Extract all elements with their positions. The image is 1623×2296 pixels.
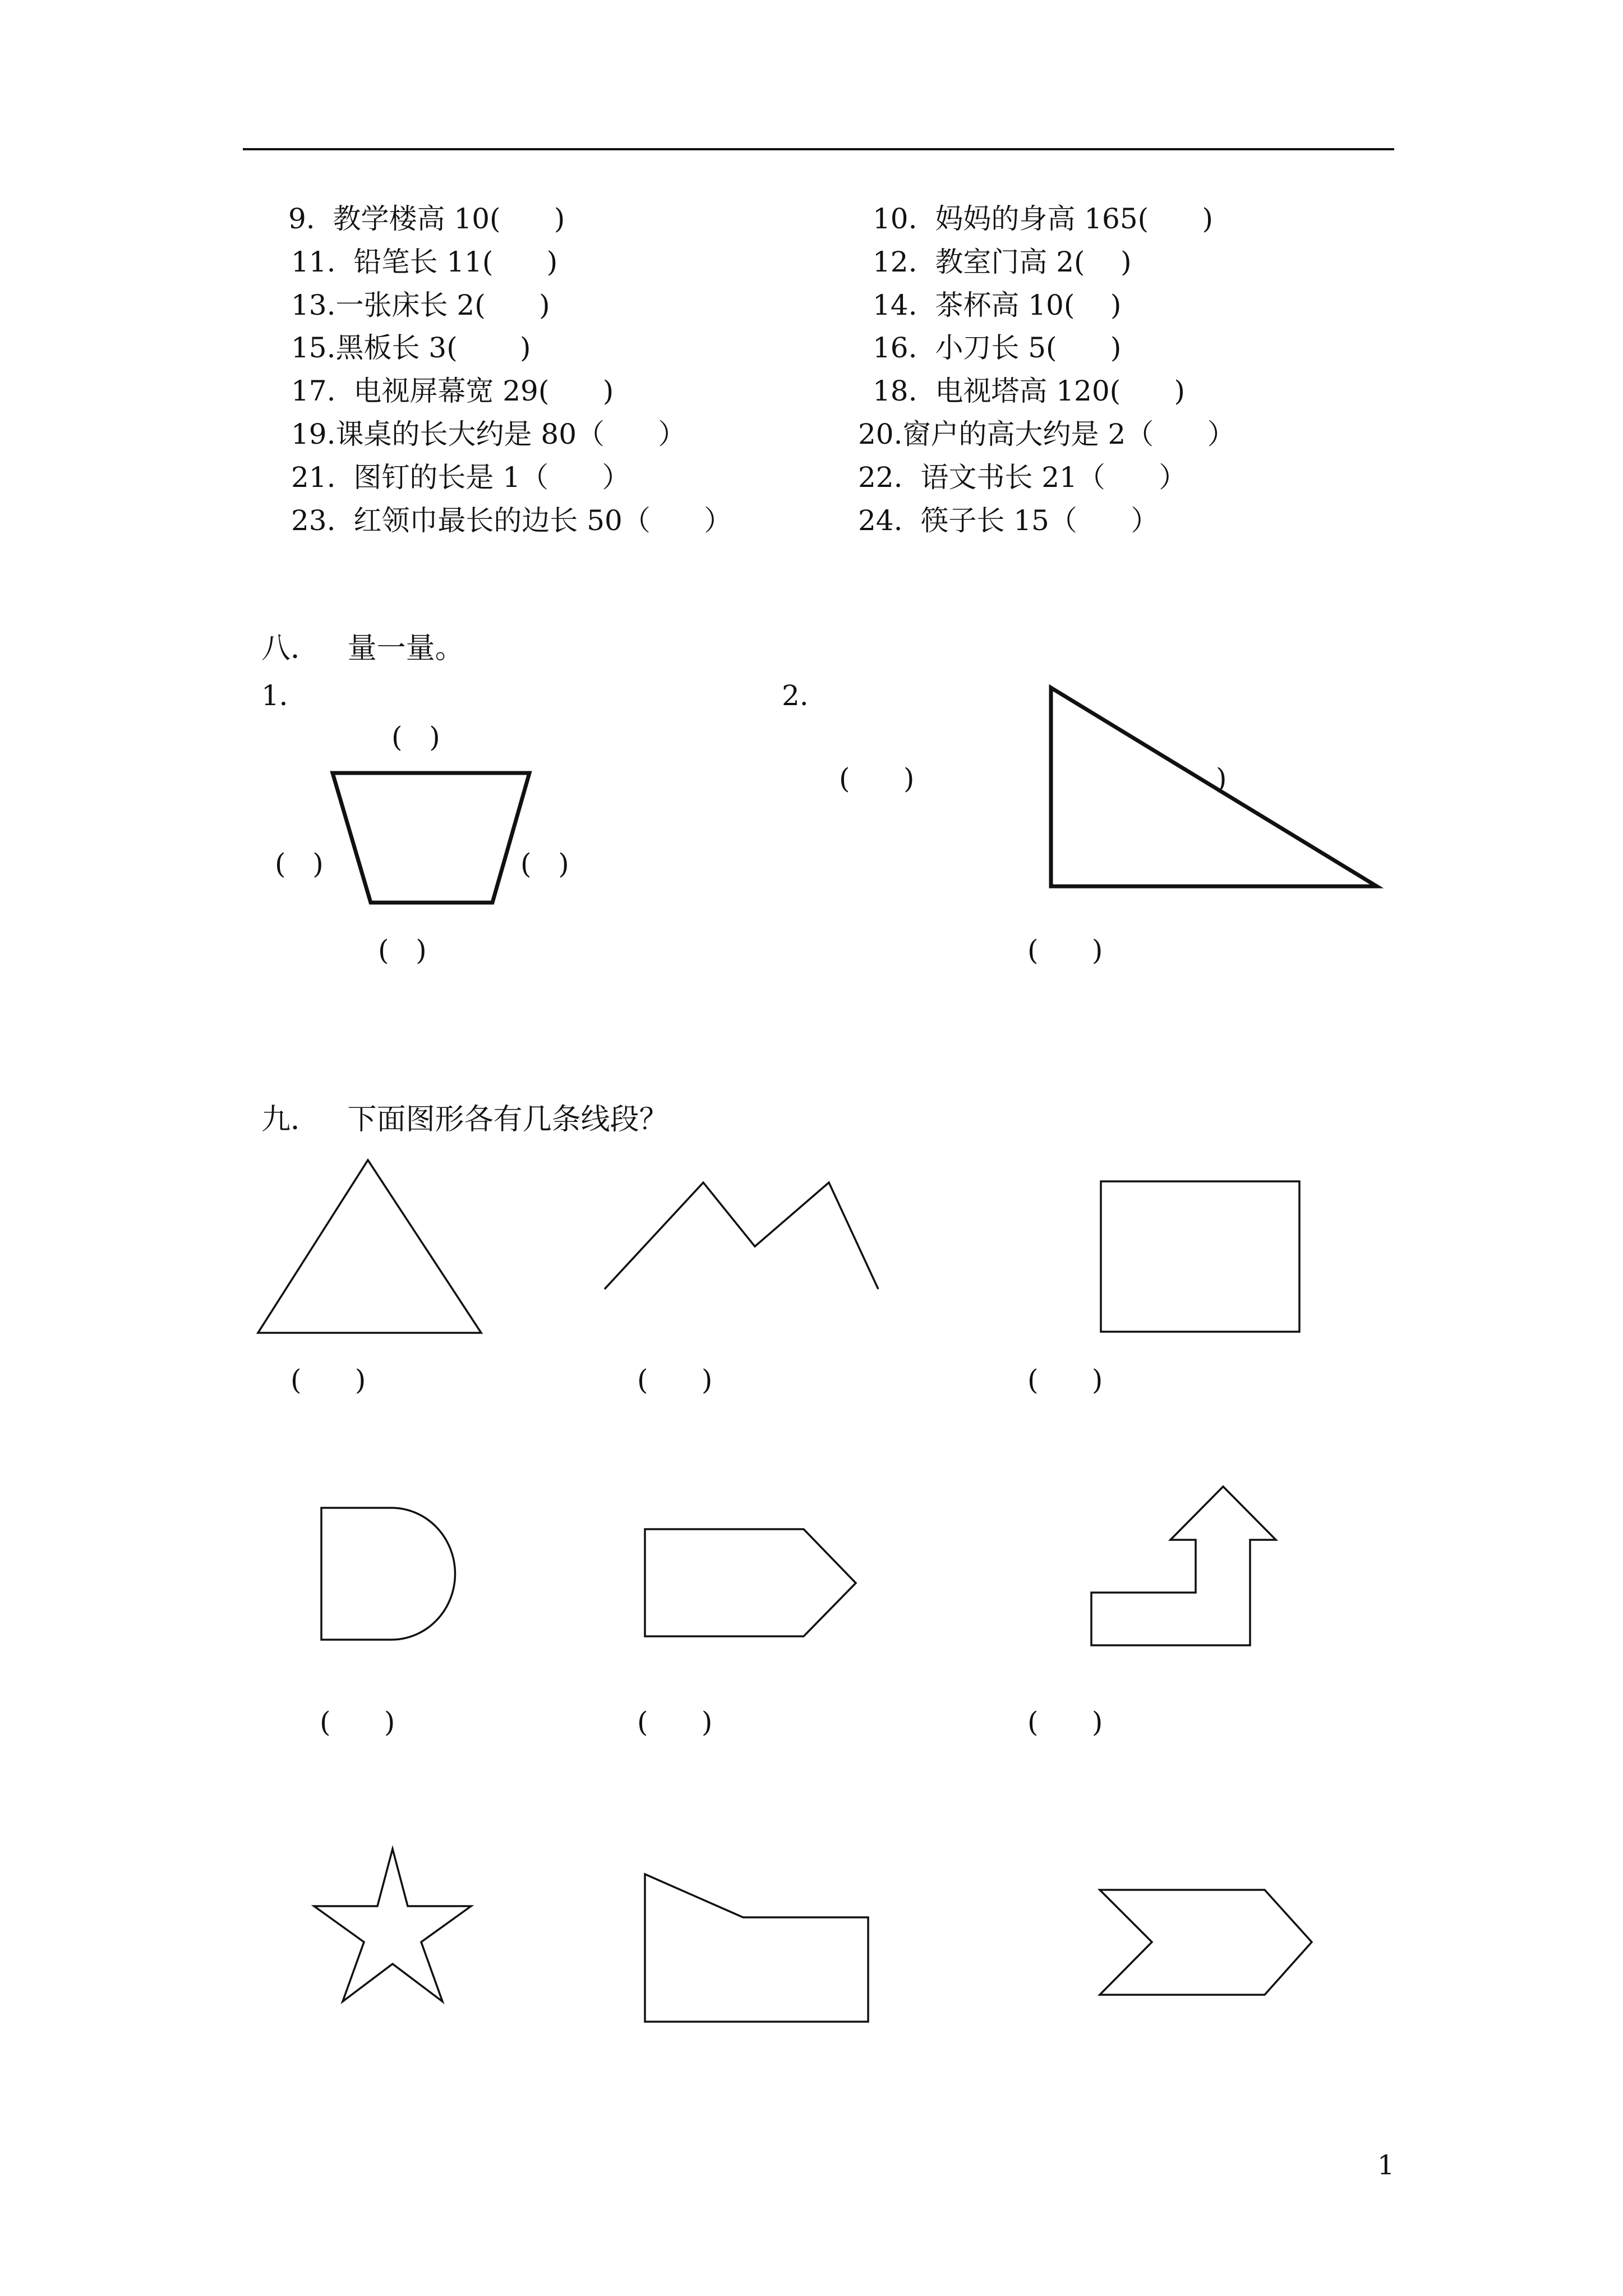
item-number: 14. (873, 289, 917, 321)
item-text: 筷子长 15（ ） (920, 504, 1159, 537)
item-text: 语文书长 21（ ） (920, 461, 1187, 494)
trapezoid-shape (333, 773, 529, 903)
answer-blank: ( ) (637, 1364, 713, 1396)
item-number: 13. (291, 289, 336, 321)
right-triangle-shape (1051, 688, 1377, 886)
item-number: 23. (291, 504, 336, 537)
item-number: 10. (873, 203, 917, 235)
star-figure (314, 1849, 471, 2001)
trapezoid-right-blank: ( ) (520, 848, 569, 880)
d-shape-figure (321, 1508, 455, 1640)
triangle-bottom-blank: ( ) (1027, 934, 1103, 967)
item-text: 小刀长 5( ) (935, 332, 1122, 364)
item-text: 窗户的高大约是 2（ ） (902, 418, 1235, 450)
chevron-figure (1100, 1890, 1312, 1995)
item-number: 12. (873, 246, 917, 278)
item-number: 20. (858, 418, 903, 450)
triangle-hypotenuse-blank: ) (1216, 762, 1227, 795)
page-number: 1 (1377, 2150, 1395, 2181)
zigzag-figure (605, 1182, 878, 1289)
triangle-figure (258, 1160, 481, 1333)
item-number: 18. (873, 375, 917, 407)
folder-figure (645, 1874, 868, 2022)
question-1-label: 1． (261, 679, 307, 712)
item-number: 15. (291, 332, 336, 364)
item-number: 11. (291, 246, 336, 278)
item-text: 教室门高 2( ) (935, 246, 1132, 278)
item-text: 一张床长 2( ) (335, 289, 550, 321)
pentagon-arrow-figure (645, 1529, 856, 1636)
item-number: 17. (291, 375, 336, 407)
rectangle-figure (1101, 1181, 1299, 1332)
trapezoid-top-blank: ( ) (391, 721, 440, 753)
answer-blank: ( ) (637, 1706, 713, 1738)
item-text: 妈妈的身高 165( ) (935, 203, 1214, 235)
section-8-title: 八． 量一量。 (261, 632, 464, 665)
item-number: 22. (858, 461, 903, 494)
bent-arrow-figure (1091, 1487, 1276, 1645)
item-text: 电视塔高 120( ) (935, 375, 1186, 407)
item-number: 21. (291, 461, 336, 494)
trapezoid-bottom-blank: ( ) (378, 934, 427, 967)
item-text: 图钉的长是 1（ ） (353, 461, 630, 494)
item-text: 电视屏幕宽 29( ) (353, 375, 614, 407)
item-number: 24. (858, 504, 903, 537)
answer-blank: ( ) (1027, 1706, 1103, 1738)
item-text: 红领巾最长的边长 50（ ） (353, 504, 732, 537)
item-number: 16. (873, 332, 917, 364)
item-number: 9. (288, 203, 315, 235)
item-text: 黑板长 3( ) (335, 332, 531, 364)
item-text: 茶杯高 10( ) (935, 289, 1122, 321)
answer-blank: ( ) (1027, 1364, 1103, 1396)
item-text: 课桌的长大约是 80（ ） (335, 418, 686, 450)
item-text: 铅笔长 11( ) (353, 246, 558, 278)
item-number: 19. (291, 418, 336, 450)
item-text: 教学楼高 10( ) (333, 203, 565, 235)
trapezoid-left-blank: ( ) (275, 848, 324, 880)
question-2-label: 2. (782, 679, 809, 712)
answer-blank: ( ) (320, 1706, 395, 1738)
answer-blank: ( ) (291, 1364, 366, 1396)
section-9-title: 九． 下面图形各有几条线段？ (261, 1103, 668, 1137)
triangle-left-blank: ( ) (839, 762, 915, 795)
